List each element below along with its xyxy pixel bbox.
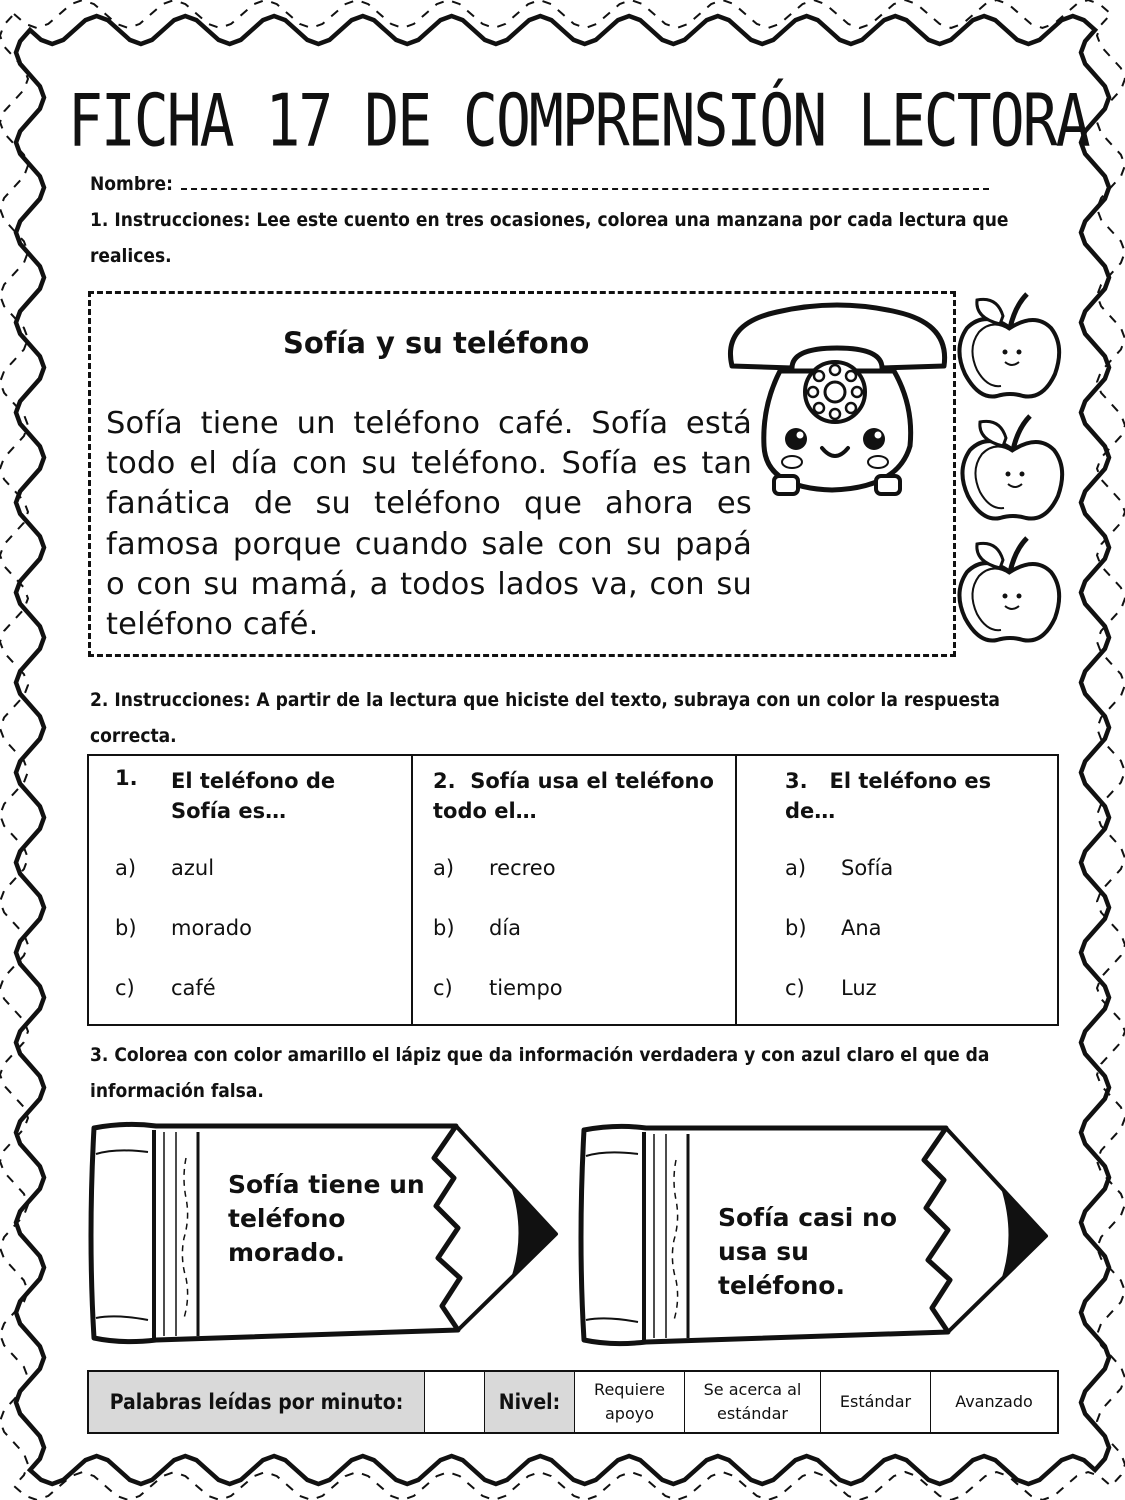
name-line[interactable] — [181, 174, 989, 190]
level-estandar[interactable]: Estándar — [821, 1372, 931, 1432]
question-2 — [413, 756, 737, 1024]
story-title: Sofía y su teléfono — [283, 326, 590, 360]
option-text[interactable]: azul — [171, 856, 215, 880]
question-text — [433, 766, 723, 826]
pencil-statement-1: Sofía tiene un teléfono morado. — [228, 1170, 425, 1267]
option-letter: b) — [115, 916, 137, 940]
option-text[interactable]: Sofía — [841, 856, 894, 880]
option-text[interactable]: café — [171, 976, 216, 1000]
level-se-acerca[interactable]: Se acerca al estándar — [685, 1372, 821, 1432]
option-text[interactable]: tiempo — [489, 976, 563, 1000]
option-text[interactable]: recreo — [489, 856, 556, 880]
level-avanzado[interactable]: Avanzado — [955, 1392, 1033, 1411]
words-per-minute-value[interactable] — [425, 1372, 485, 1432]
question-number: 3. — [785, 769, 808, 793]
option-letter: c) — [115, 976, 135, 1000]
question-text-body: Sofía usa el teléfono todo el… — [433, 769, 714, 823]
option-letter: b) — [433, 916, 455, 940]
question-text: El teléfono de Sofía es… — [171, 769, 336, 823]
option-text[interactable]: morado — [171, 916, 252, 940]
option-letter: c) — [433, 976, 453, 1000]
question-number: 2. — [433, 769, 456, 793]
option-text[interactable]: Ana — [841, 916, 882, 940]
question-1 — [89, 756, 413, 1024]
question-3 — [737, 756, 1057, 1024]
option-letter: a) — [433, 856, 455, 880]
story-text: Sofía tiene un teléfono café. Sofía está todo el día con su teléfono. Sofía es tan fanática de su teléfono que ahora es famosa porque cuando sale con su papá o con su mamá, a todos lados va, con su teléfono café. — [106, 406, 752, 643]
apple-icon[interactable] — [955, 532, 1065, 650]
option-letter: b) — [785, 916, 807, 940]
option-letter: a) — [785, 856, 807, 880]
words-per-minute-label: Palabras leídas por minuto: — [89, 1372, 425, 1432]
telephone-illustration — [722, 296, 952, 501]
page-title: FICHA 17 DE COMPRENSIÓN LECTORA — [68, 78, 1089, 163]
option-letter: a) — [115, 856, 137, 880]
apple-icon[interactable] — [958, 410, 1068, 528]
option-text[interactable]: Luz — [841, 976, 877, 1000]
pencil-statement-2: Sofía casi no usa su teléfono. — [718, 1203, 898, 1300]
instructions-2: 2. Instrucciones: A partir de la lectura que hiciste del texto, subraya con un color la respuesta correcta. — [90, 689, 1000, 747]
instructions-1: 1. Instrucciones: Lee este cuento en tres ocasiones, colorea una manzana por cada lectura que realices. — [90, 209, 1009, 267]
question-text — [785, 766, 1025, 826]
name-label: Nombre: — [90, 173, 173, 195]
option-letter: c) — [785, 976, 805, 1000]
instructions-3: 3. Colorea con color amarillo el lápiz que da información verdadera y con azul claro el que da información falsa. — [90, 1044, 990, 1102]
level-requiere-apoyo[interactable]: Requiere apoyo — [575, 1372, 685, 1432]
apple-icon[interactable] — [955, 288, 1065, 406]
question-number: 1. — [115, 766, 138, 790]
questions-table — [87, 754, 1059, 1026]
nivel-label: Nivel: — [485, 1372, 575, 1432]
option-text[interactable]: día — [489, 916, 522, 940]
name-field-row — [90, 173, 990, 195]
reading-level-table — [87, 1370, 1059, 1434]
question-text-body: El teléfono es de… — [785, 769, 992, 823]
